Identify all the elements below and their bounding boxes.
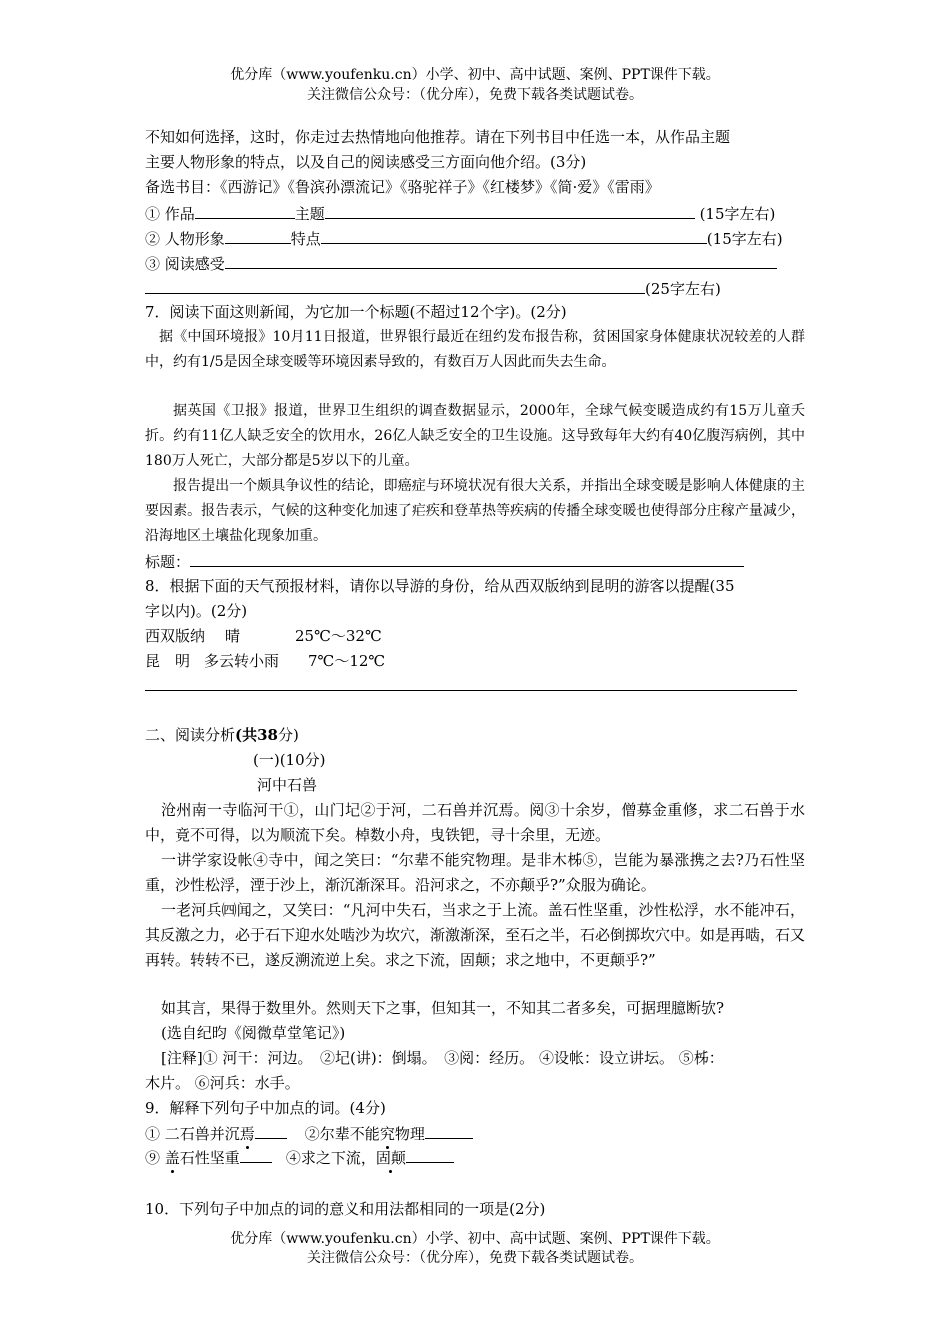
passage-para-4: 如其言，果得于数里外。然则天下之事，但知其一，不知其二者多矣，可据理臆断欤? — [161, 999, 725, 1017]
q6-row3-label: ③ 阅读感受 — [145, 255, 225, 273]
q7-news-para-3: 报告提出一个颇具争议性的结论，即癌症与环境状况有很大关系，并指出全球变暖是影响人体健康的主要因素。报告表示，气候的这种变化加速了疟疾和登革热等疾病的传播全球变暖也使得部分庄稼产量减少，沿海地区土壤盐化现象加重。 — [145, 478, 805, 544]
q6-row2-note: (15字左右) — [706, 230, 783, 248]
q9-row-2 — [145, 1146, 454, 1168]
passage-source: (选自纪昀《阅微草堂笔记》) — [161, 1024, 346, 1042]
q9-d-blank[interactable] — [406, 1146, 454, 1163]
q7-title-label: 标题： — [145, 553, 191, 571]
q6-theme-blank[interactable] — [325, 202, 695, 219]
q8-weather-1: 晴 — [225, 627, 241, 645]
q9-c-blank[interactable] — [240, 1146, 272, 1163]
q9-b-pre: ②尔辈不能 — [304, 1125, 380, 1143]
q6-feeling-blank[interactable] — [225, 252, 777, 269]
q6-work-blank[interactable] — [195, 202, 295, 219]
q6-row-character — [145, 227, 783, 249]
section2-heading-bold: (共38 — [235, 726, 278, 744]
q8-city-1: 西双版纳 — [145, 627, 206, 645]
section2-heading — [145, 725, 299, 745]
passage-notes-2: 木片。 ⑥河兵：水手。 — [145, 1074, 300, 1092]
q6-row1-note: (15字左右) — [699, 205, 776, 223]
passage-notes-1: [注释]① 河干：河边。 ②圮(讲)：倒塌。 ③阅：经历。 ④设帐：设立讲坛。 ⑤柹： — [161, 1049, 724, 1067]
q6-line-2: 主要人物形象的特点，以及自己的阅读感受三方面向他介绍。(3分) — [145, 153, 587, 171]
q6-line-1: 不知如何选择，这时，你走过去热情地向他推荐。请在下列书目中任选一本，从作品主题 — [145, 128, 731, 146]
q6-row3-note: (25字左右) — [645, 280, 721, 298]
q8-stem-1: 8．根据下面的天气预报材料，请你以导游的身份，给从西双版纳到昆明的游客以提醒(35 — [145, 577, 735, 595]
footer-line-2: 关注微信公众号：（优分库），免费下载各类试题试卷。 — [307, 1250, 643, 1266]
q10-stem: 10．下列句子中加点的词的意义和用法都相同的一项是(2分) — [145, 1200, 546, 1218]
q9-row-1 — [145, 1122, 473, 1144]
header-line-2: 关注微信公众号：（优分库），免费下载各类试题试卷。 — [307, 87, 643, 103]
q8-weather-row-1 — [145, 626, 382, 646]
q9-b-blank[interactable] — [425, 1122, 473, 1139]
q6-row-feeling-2 — [145, 277, 721, 299]
q6-feeling-blank-2[interactable] — [145, 277, 645, 294]
q9-a-dotted: 焉 — [239, 1125, 255, 1143]
q7-news-para-2: 据英国《卫报》报道，世界卫生组织的调查数据显示，2000年，全球气候变暖造成约有15万儿童夭折。约有11亿人缺乏安全的饮用水，26亿人缺乏安全的卫生设施。这导致每年大约有40亿腹泻病例，其中180万人死亡，大部分都是5岁以下的儿童。 — [145, 403, 805, 469]
passage-para-1: 沧州南一寺临河干①，山门圮②于河，二石兽并沉焉。阅③十余岁，僧募金重修，求二石兽于水中，竟不可得，以为顺流下矣。棹数小舟，曳铁钯，寻十余里，无迹。 — [145, 801, 805, 844]
q9-b-dotted: 究 — [379, 1125, 395, 1143]
q6-row-feeling — [145, 252, 777, 274]
section2-heading-pre: 二、阅读分析 — [145, 726, 236, 744]
q6-book-list: 备选书目：《西游记》《鲁滨孙漂流记》《骆驼祥子》《红楼梦》《简·爱》《雷雨》 — [145, 178, 660, 196]
q8-temp-1: 25℃～32℃ — [295, 627, 382, 645]
q8-weather-2: 多云转小雨 — [204, 652, 280, 670]
q6-row2-mid: 特点 — [290, 230, 321, 248]
q6-row1-mid: 主题 — [294, 205, 325, 223]
q8-temp-2: 7℃～12℃ — [308, 652, 386, 670]
q7-title-row — [145, 550, 744, 572]
header-line-1: 优分库（www.youfenku.cn）小学、初中、高中试题、案例、PPT课件下载。 — [230, 67, 720, 83]
q6-row1-label: ① 作品 — [145, 205, 195, 223]
q9-d-dotted: 固颠 — [375, 1149, 406, 1167]
q6-character-blank[interactable] — [225, 227, 291, 244]
q9-c-post: 石性坚重 — [179, 1149, 240, 1167]
q9-c-pre: ⑨ — [145, 1149, 165, 1167]
q8-stem-2: 字以内)。(2分) — [145, 602, 248, 620]
passage-para-3: 一老河兵㈣闻之，又笑曰：“凡河中失石，当求之于上流。盖石性坚重，沙性松浮，水不能冲石，其反激之力，必于石下迎水处啮沙为坎穴，渐激渐深，至石之半，石必倒掷坎穴中。如是再啮，石又再转。转转不已，遂反溯流逆上矣。求之下流，固颠；求之地中，不更颠乎?” — [145, 901, 806, 969]
q6-row-work — [145, 202, 775, 224]
section2-part: (一)(10分) — [253, 751, 326, 769]
q6-feature-blank[interactable] — [321, 227, 707, 244]
passage-para-2: 一讲学家设帐④寺中，闻之笑曰：“尔辈不能究物理。是非木柹⑤，岂能为暴涨携之去?乃石性坚重，沙性松浮，湮于沙上，渐沉渐深耳。沿河求之，不亦颠乎?”众服为确论。 — [145, 851, 805, 894]
section2-heading-post: 分) — [278, 726, 299, 744]
q8-city-2: 昆 明 — [145, 652, 191, 670]
q6-row2-label: ② 人物形象 — [145, 230, 225, 248]
q9-b-post: 物理 — [394, 1125, 425, 1143]
q9-a-blank[interactable] — [255, 1122, 287, 1139]
passage-title: 河中石兽 — [257, 776, 318, 794]
q7-news-para-1: 据《中国环境报》10月11日报道，世界银行最近在纽约发布报告称，贫困国家身体健康状况较差的人群中，约有1/5是因全球变暖等环境因素导致的，有数百万人因此而失去生命。 — [145, 329, 805, 370]
q9-d-pre: ④求之下流， — [285, 1149, 376, 1167]
q7-stem: 7．阅读下面这则新闻，为它加一个标题(不超过12个字)。(2分) — [145, 303, 567, 321]
q9-c-dotted: 盖 — [164, 1149, 180, 1167]
q8-answer-line[interactable] — [145, 690, 797, 691]
q9-a-pre: ① 二石兽并沉 — [145, 1125, 240, 1143]
q7-title-blank[interactable] — [190, 550, 744, 567]
q8-weather-row-2 — [145, 651, 385, 671]
footer-line-1: 优分库（www.youfenku.cn）小学、初中、高中试题、案例、PPT课件下载。 — [230, 1231, 720, 1247]
q9-stem: 9．解释下列句子中加点的词。(4分) — [145, 1099, 386, 1117]
